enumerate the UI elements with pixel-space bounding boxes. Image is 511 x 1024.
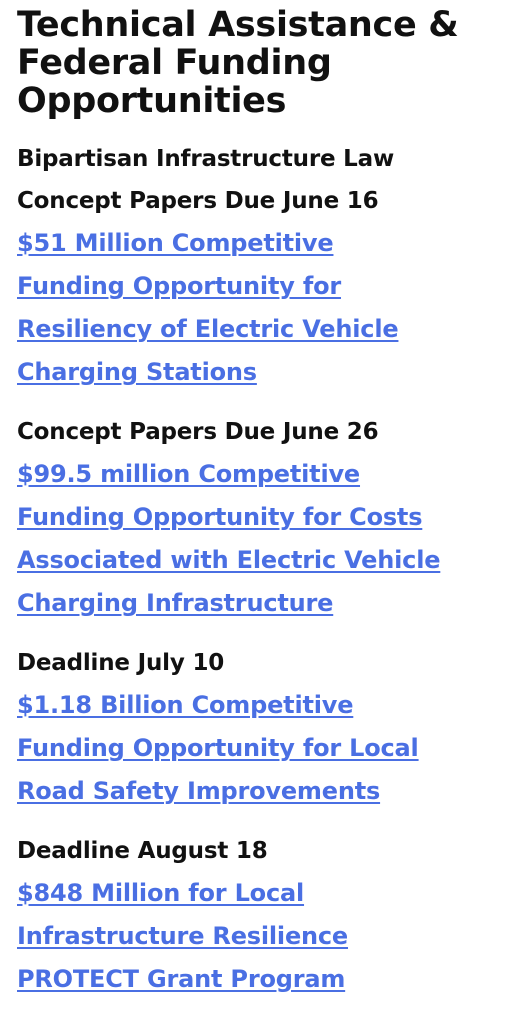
link-text-line: Infrastructure Resilience: [17, 922, 349, 950]
page-title-line: Federal Funding: [17, 43, 332, 83]
funding-section-road-safety: [17, 642, 511, 813]
funding-link-road-safety[interactable]: [17, 684, 511, 813]
link-text-line: $51 Million Competitive: [17, 229, 334, 257]
link-text-line: $99.5 million Competitive: [17, 460, 361, 488]
page-title-line: Technical Assistance &: [17, 5, 459, 45]
link-text-line: PROTECT Grant Program: [17, 965, 346, 993]
link-text-line: Funding Opportunity for: [17, 272, 341, 300]
link-text-line: Associated with Electric Vehicle: [17, 546, 441, 574]
page-title: [17, 6, 511, 120]
funding-link-ev-infrastructure[interactable]: [17, 453, 511, 625]
deadline-label: Concept Papers Due June 26: [17, 419, 379, 445]
funding-section-ev-resiliency: [17, 138, 511, 394]
funding-link-ev-resiliency[interactable]: [17, 222, 511, 394]
deadline-label: Deadline August 18: [17, 838, 268, 864]
link-text-line: $848 Million for Local: [17, 879, 305, 907]
link-text-line: Road Safety Improvements: [17, 777, 381, 805]
link-text-line: Funding Opportunity for Local: [17, 734, 419, 762]
link-text-line: Resiliency of Electric Vehicle: [17, 315, 399, 343]
program-label: Bipartisan Infrastructure Law: [17, 146, 394, 172]
link-text-line: Charging Infrastructure: [17, 589, 334, 617]
funding-section-protect-grant: [17, 830, 511, 1001]
funding-section-ev-infrastructure: [17, 411, 511, 625]
link-text-line: Funding Opportunity for Costs: [17, 503, 423, 531]
page-title-line: Opportunities: [17, 81, 287, 121]
deadline-label: Concept Papers Due June 16: [17, 188, 379, 214]
link-text-line: Charging Stations: [17, 358, 257, 386]
funding-link-protect-grant[interactable]: [17, 872, 511, 1001]
deadline-label: Deadline July 10: [17, 650, 225, 676]
link-text-line: $1.18 Billion Competitive: [17, 691, 354, 719]
